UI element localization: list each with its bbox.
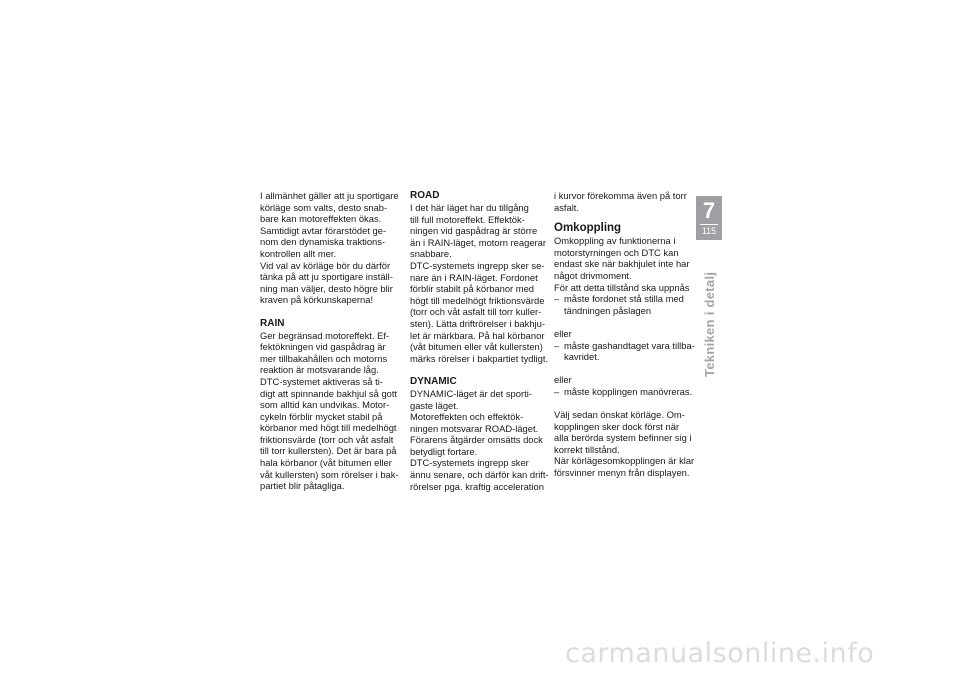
text-line: I det här läget har du tillgång — [410, 202, 529, 213]
text-line: asfalt. — [554, 201, 580, 213]
chapter-number: 7 — [702, 198, 716, 223]
bullet-item — [554, 386, 694, 398]
text-line: kraven på körkunskaperna! — [260, 294, 374, 306]
text-line: till torr kullersten). Det är bara på — [260, 445, 397, 457]
dynamic-paragraph — [410, 388, 550, 411]
text-line: Vid val av körläge bör du därför — [260, 259, 391, 271]
page-number: 115 — [701, 226, 717, 236]
text-line: Förarens åtgärder omsätts dock — [410, 434, 543, 446]
text-line: ännu senare, och därför kan drift- — [410, 469, 549, 481]
text-line: körbanor med högt till medelhögt — [260, 422, 397, 434]
text-line: än i RAIN-läget, motorn reagerar — [410, 236, 546, 248]
end-paragraph — [554, 455, 694, 478]
chapter-tab — [696, 196, 722, 240]
text-line: kontrollen allt mer. — [260, 247, 337, 259]
road-paragraph-2 — [410, 260, 550, 364]
dynamic-paragraph-2 — [410, 411, 550, 457]
text-line: let är märkbara. På hal körbanor — [410, 329, 545, 341]
bullet-item — [554, 293, 694, 316]
text-line: i kurvor förekomma även på torr — [554, 190, 687, 201]
text-line: våt kullersten) som rörelser i bak- — [260, 468, 399, 480]
text-line: försvinner menyn från displayen. — [554, 467, 690, 479]
text-line: förblir stabilt på körbanor med — [410, 283, 535, 295]
text-line: något drivmoment. — [554, 269, 632, 281]
section-title: Tekniken i detalj — [702, 271, 717, 377]
dash-bullet: – — [554, 339, 560, 351]
text-line: ningen vid gaspådrag är större — [410, 225, 538, 237]
text-line: (våt bitumen eller våt kullersten) — [410, 341, 543, 353]
dash-bullet: – — [554, 385, 560, 397]
intro-paragraph — [260, 190, 400, 260]
text-column-3 — [554, 190, 694, 479]
text-line: bare kan motoreffekten ökas. — [260, 213, 382, 225]
text-column-2 — [410, 190, 550, 492]
text-line: Motoreffekten och effektök- — [410, 411, 524, 423]
dash-bullet: – — [554, 293, 560, 305]
dynamic-paragraph-3 — [410, 457, 550, 492]
text-line: DTC-systemets ingrepp sker se- — [410, 259, 545, 271]
text-line: cykeln förblir mycket stabil på — [260, 410, 383, 422]
text-line: som alltid kan undvikas. Motor- — [260, 399, 390, 411]
text-line: Omkoppling av funktionerna i — [554, 235, 676, 247]
text-line: nom den dynamiska traktions- — [260, 236, 386, 248]
text-line: ningen motsvarar ROAD-läget. — [410, 422, 539, 434]
text-line: måste fordonet stå stilla med — [564, 293, 684, 305]
text-line: Samtidigt avtar förarstödet ge- — [260, 224, 387, 236]
text-line: kavridet. — [564, 351, 600, 363]
select-paragraph — [554, 409, 694, 455]
text-line: För att detta tillstånd ska uppnås — [554, 281, 690, 293]
road-heading: ROAD — [410, 190, 440, 201]
text-line: partiet blir påtagliga. — [260, 480, 345, 492]
text-line: mer tillbakahållen och motorns — [260, 352, 388, 364]
text-column-1 — [260, 190, 400, 492]
text-line: fektökningen vid gaspådrag är — [260, 341, 386, 353]
text-line: märks rörelser i bakpartiet tydligt. — [410, 352, 549, 364]
text-line: DYNAMIC-läget är det sporti- — [410, 387, 532, 399]
or-text: eller — [554, 374, 572, 386]
text-line: friktionsvärde (torr och våt asfalt — [260, 433, 394, 445]
dynamic-heading: DYNAMIC — [410, 375, 457, 387]
text-line: endast ske när bakhjulet inte har — [554, 258, 690, 270]
text-line: korrekt tillstånd. — [554, 443, 620, 455]
text-line: sten). Lätta driftrörelser i bakhju- — [410, 317, 545, 329]
text-line: gaste läget. — [410, 399, 459, 411]
text-line: nare än i RAIN-läget. Fordonet — [410, 271, 538, 283]
tab-divider — [700, 224, 718, 225]
text-line: rörelser pga. kraftig acceleration — [410, 480, 544, 492]
omkoppling-paragraph — [554, 235, 694, 293]
text-line: tändningen påslagen — [564, 304, 652, 316]
bullet-item — [554, 340, 694, 363]
rain-paragraph — [260, 330, 400, 376]
text-line: måste gashandtaget vara tillba- — [564, 339, 695, 351]
text-line: körläge som valts, desto snab- — [260, 201, 388, 213]
or-text: eller — [554, 327, 572, 339]
text-line: kopplingen sker dock först när — [554, 420, 680, 432]
continued-paragraph — [554, 190, 694, 213]
text-line: När körlägesomkopplingen är klar — [554, 455, 695, 467]
text-line: digt att spinnande bakhjul så gott — [260, 387, 398, 399]
text-line: alla berörda system befinner sig i — [554, 432, 692, 444]
omkoppling-heading: Omkoppling — [554, 222, 622, 235]
text-line: måste kopplingen manövreras. — [564, 385, 693, 397]
rain-heading: RAIN — [260, 317, 285, 329]
watermark: carmanualsonline.info — [565, 638, 875, 669]
text-line: DTC-systemet aktiveras så ti- — [260, 375, 383, 387]
text-line: hala körbanor (våt bitumen eller — [260, 457, 392, 469]
text-line: (torr och våt asfalt till torr kuller- — [410, 306, 542, 318]
text-line: ning man väljer, desto högre blir — [260, 282, 393, 294]
intro-paragraph-2 — [260, 260, 400, 306]
text-line: Välj sedan önskat körläge. Om- — [554, 409, 685, 421]
text-line: betydligt fortare. — [410, 445, 478, 457]
text-line: till full motoreffekt. Effektök- — [410, 213, 525, 225]
text-line: högt till medelhögt friktionsvärde — [410, 294, 545, 306]
text-line: I allmänhet gäller att ju sportigare — [260, 190, 399, 201]
text-line: snabbare. — [410, 248, 452, 260]
rain-paragraph-2 — [260, 376, 400, 492]
text-line: DTC-systemets ingrepp sker — [410, 457, 529, 469]
text-line: reaktion är motsvarande låg. — [260, 364, 379, 376]
text-line: Ger begränsad motoreffekt. Ef- — [260, 329, 390, 341]
text-line: tänka på att ju sportigare inställ- — [260, 271, 393, 283]
road-paragraph — [410, 202, 550, 260]
text-line: motorstyrningen och DTC kan — [554, 246, 679, 258]
